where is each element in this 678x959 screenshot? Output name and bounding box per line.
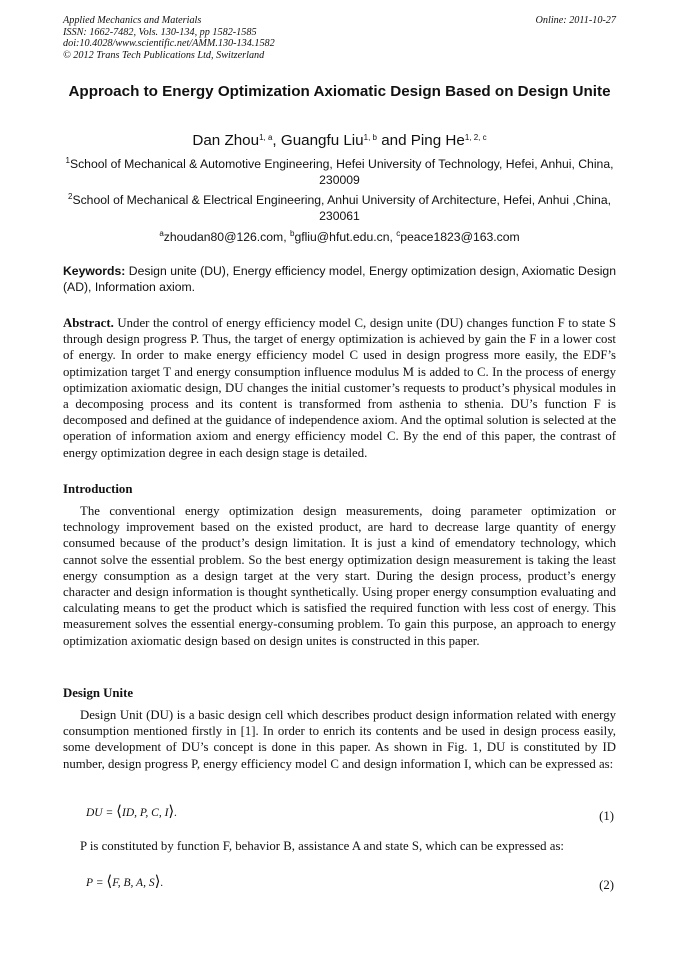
keywords — [63, 263, 616, 295]
email-line — [63, 229, 616, 245]
author-separator: and — [376, 132, 411, 149]
email-address: zhoudan80@126.com, — [163, 230, 290, 244]
author-name: Ping He — [410, 132, 465, 149]
email-mark: c — [396, 229, 401, 238]
angle-bracket: ⟩ — [168, 804, 175, 820]
affiliation-number: 1 — [65, 156, 70, 165]
equation-1 — [86, 802, 177, 821]
author-separator: , — [272, 132, 281, 149]
equation-body: ID, P, C, I — [121, 807, 169, 819]
angle-bracket: ⟩ — [154, 874, 161, 890]
email-address: peace1823@163.com — [400, 230, 520, 244]
author-name: Guangfu Liu — [280, 132, 364, 149]
section-heading-introduction: Introduction — [63, 482, 133, 496]
copyright-line: © 2012 Trans Tech Publications Ltd, Switzerland — [63, 49, 265, 61]
affiliation-text: School of Mechanical & Automotive Engineering, Hefei University of Technology, Hefei, Anhui, China, 230009 — [69, 157, 614, 187]
paper-title: Approach to Energy Optimization Axiomatic Design Based on Design Unite — [68, 83, 611, 100]
angle-bracket: ⟨ — [106, 874, 113, 890]
equation-number-1: (1) — [599, 809, 614, 823]
introduction-paragraph: The conventional energy optimization design measurements, doing parameter optimization or technology improvement based on the existed product, are hard to decrease large quantity of energy consumed because of the product’s design limitation. It is just a kind of emendatory technology, which cannot solve the essential problem. So the best energy optimization design measurement is taking the least energy consumption as a design target at the very start. During the design process, product’s energy character and design information is thought synthetically. Using proper energy consumption evaluating and calculating means to get the product which is satisfied the required function with less cost of energy. This measurement solves the essential energy-consuming problem. To gain this purpose, an approach to energy optimization axiomatic design based on design unites is constructed in this paper. — [63, 504, 616, 648]
design-unite-paragraph: Design Unit (DU) is a basic design cell which describes product design information related with energy consumption mentioned firstly in [1]. In order to enrich its contents and be used in design process easily, some development of DU’s concept is done in this paper. As shown in Fig. 1, DU is constituted by ID number, design progress P, energy efficiency model C and design information I, which can be expressed as: — [63, 708, 616, 771]
affiliation-1 — [63, 156, 616, 188]
email-address: gfliu@hfut.edu.cn, — [294, 230, 397, 244]
angle-bracket: ⟨ — [116, 804, 122, 820]
author-affiliation-mark: 1, b — [363, 133, 377, 142]
journal-header — [63, 15, 616, 61]
abstract-label: Abstract. — [63, 316, 114, 330]
author-line — [63, 131, 616, 150]
affiliation-number: 2 — [67, 192, 73, 201]
affiliation-text: School of Mechanical & Electrical Engineering, Anhui University of Architecture, Hefei, Anhui ,China, 230061 — [72, 193, 612, 223]
author-affiliation-mark: 1, 2, c — [464, 133, 487, 142]
section-heading-design-unite: Design Unite — [63, 686, 134, 700]
p-definition-paragraph: P is constituted by function F, behavior B, assistance A and state S, which can be expressed as: — [80, 839, 564, 853]
affiliation-2 — [63, 192, 616, 224]
equation-2 — [86, 872, 163, 891]
author-affiliation-mark: 1, a — [259, 133, 273, 142]
email-mark: b — [289, 229, 295, 238]
abstract — [63, 315, 616, 461]
online-date: Online: 2011-10-27 — [535, 15, 616, 26]
equation-number-2: (2) — [599, 878, 614, 892]
keywords-label: Keywords: — [63, 264, 126, 278]
keywords-text: Design unite (DU), Energy efficiency model, Energy optimization design, Axiomatic Design (AD), Information axiom. — [63, 264, 616, 294]
equation-body: F, B, A, S — [112, 877, 155, 889]
equation-tail: . — [160, 877, 164, 889]
journal-name: Applied Mechanics and Materials — [63, 15, 202, 26]
abstract-text: Under the control of energy efficiency model C, design unite (DU) changes function F to state S through design progress P. Thus, the target of energy optimization is achieved by gain the F in a lower cost of energy. In order to make energy efficiency model C used in design progress more easily, the EDF’s optimization target T and energy consumption influence modulus M is added to C. In the process of energy optimization axiomatic design, DU changes the initial customer’s requests to product’s physical modules in a decomposing process and its content is transformed from asthenia to sthenia. DU’s function F is decomposed and defined at the guidance of independence axiom. And the optimal solution is selected at the operation of information axiom and energy efficiency model C. By the end of this paper, the contrast of energy optimization degree in each design stage is detailed. — [63, 316, 616, 460]
equation-lhs: P = — [86, 877, 107, 889]
doi-line: doi:10.4028/www.scientific.net/AMM.130-134.1582 — [63, 38, 275, 50]
email-mark: a — [159, 229, 164, 238]
author-name: Dan Zhou — [192, 132, 260, 149]
equation-tail: . — [174, 807, 178, 819]
issn-line: ISSN: 1662-7482, Vols. 130-134, pp 1582-1585 — [63, 26, 257, 38]
equation-lhs: DU = — [86, 807, 117, 819]
